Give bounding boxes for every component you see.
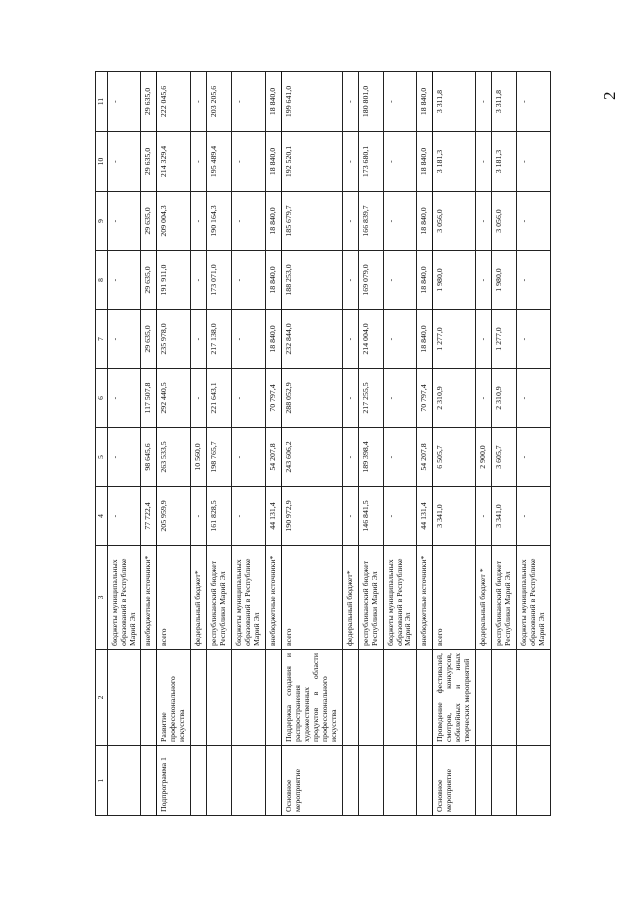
value-cell-col-9: 166 839,7: [358, 192, 383, 251]
table-row: [433, 72, 476, 816]
value-cell-col-9: 3 056,0: [492, 192, 517, 251]
value-cell-col-7: -: [232, 310, 266, 369]
table-row: [266, 72, 282, 816]
table-row: [281, 72, 342, 816]
value-cell-col-7: -: [191, 310, 207, 369]
value-cell-col-4: 44 131,4: [417, 487, 433, 546]
program-name-cell: [417, 650, 433, 746]
column-number-3: 3: [96, 546, 108, 650]
program-status-cell: [492, 746, 517, 816]
funding-source-cell: бюджеты муниципальных образований в Республике Марий Эл: [517, 546, 551, 650]
table-row: [492, 72, 517, 816]
funding-source-cell: внебюджетные источники*: [417, 546, 433, 650]
program-name-cell: [358, 650, 383, 746]
column-number-6: 6: [96, 369, 108, 428]
table-row: [207, 72, 232, 816]
value-cell-col-9: -: [232, 192, 266, 251]
value-cell-col-4: -: [476, 487, 492, 546]
program-status-cell: [358, 746, 383, 816]
value-cell-col-11: 29 635,0: [141, 72, 157, 132]
program-status-cell: Основное мероприятие: [281, 746, 342, 816]
value-cell-col-7: -: [517, 310, 551, 369]
program-status-cell: [107, 746, 141, 816]
program-status-cell: [191, 746, 207, 816]
program-status-cell: [141, 746, 157, 816]
program-status-cell: Подпрограмма 1: [157, 746, 191, 816]
value-cell-col-10: -: [383, 132, 417, 192]
value-cell-col-4: 44 131,4: [266, 487, 282, 546]
funding-source-cell: федеральный бюджет*: [342, 546, 358, 650]
value-cell-col-5: -: [383, 428, 417, 487]
value-cell-col-7: 1 277,0: [433, 310, 476, 369]
value-cell-col-8: -: [191, 251, 207, 310]
value-cell-col-8: 18 840,0: [266, 251, 282, 310]
value-cell-col-7: 29 635,0: [141, 310, 157, 369]
value-cell-col-9: -: [383, 192, 417, 251]
rotated-table-container: [95, 72, 549, 816]
value-cell-col-9: 29 635,0: [141, 192, 157, 251]
value-cell-col-8: 29 635,0: [141, 251, 157, 310]
value-cell-col-11: -: [107, 72, 141, 132]
value-cell-col-7: -: [476, 310, 492, 369]
value-cell-col-10: 195 489,4: [207, 132, 232, 192]
value-cell-col-4: -: [342, 487, 358, 546]
value-cell-col-5: 2 900,0: [476, 428, 492, 487]
program-status-cell: [342, 746, 358, 816]
program-name-cell: Проведение фестивалей, смотров, конкурсов, юбилейных и иных творческих мероприятий: [433, 650, 476, 746]
value-cell-col-7: 235 978,0: [157, 310, 191, 369]
program-name-cell: [266, 650, 282, 746]
value-cell-col-6: -: [232, 369, 266, 428]
funding-source-cell: внебюджетные источники*: [141, 546, 157, 650]
table-row: [232, 72, 266, 816]
value-cell-col-7: -: [383, 310, 417, 369]
value-cell-col-8: 1 980,0: [433, 251, 476, 310]
funding-source-cell: всего: [157, 546, 191, 650]
column-number-7: 7: [96, 310, 108, 369]
value-cell-col-9: 18 840,0: [266, 192, 282, 251]
funding-source-cell: республиканский бюджет Республики Марий Эл: [358, 546, 383, 650]
value-cell-col-7: -: [342, 310, 358, 369]
value-cell-col-7: 1 277,0: [492, 310, 517, 369]
program-status-cell: [232, 746, 266, 816]
table-row: [358, 72, 383, 816]
value-cell-col-6: 217 255,5: [358, 369, 383, 428]
column-number-2: 2: [96, 650, 108, 746]
program-name-cell: [342, 650, 358, 746]
value-cell-col-6: 2 310,9: [492, 369, 517, 428]
value-cell-col-11: 18 840,0: [417, 72, 433, 132]
value-cell-col-9: 3 056,0: [433, 192, 476, 251]
table-row: [191, 72, 207, 816]
value-cell-col-10: -: [517, 132, 551, 192]
value-cell-col-6: -: [476, 369, 492, 428]
value-cell-col-4: 161 828,5: [207, 487, 232, 546]
program-status-cell: Основное мероприятие: [433, 746, 476, 816]
value-cell-col-5: 54 207,8: [417, 428, 433, 487]
program-name-cell: [476, 650, 492, 746]
value-cell-col-6: 221 643,1: [207, 369, 232, 428]
value-cell-col-4: 3 341,0: [492, 487, 517, 546]
value-cell-col-10: 3 181,3: [433, 132, 476, 192]
value-cell-col-4: -: [517, 487, 551, 546]
table-row: [342, 72, 358, 816]
page-number: 2: [600, 91, 619, 100]
column-number-11: 11: [96, 72, 108, 132]
value-cell-col-4: -: [191, 487, 207, 546]
column-number-4: 4: [96, 487, 108, 546]
value-cell-col-4: 3 341,0: [433, 487, 476, 546]
value-cell-col-8: 173 071,0: [207, 251, 232, 310]
value-cell-col-6: 70 797,4: [266, 369, 282, 428]
value-cell-col-7: 214 004,0: [358, 310, 383, 369]
column-number-row: [96, 72, 108, 816]
funding-source-cell: внебюджетные источники*: [266, 546, 282, 650]
value-cell-col-5: 198 765,7: [207, 428, 232, 487]
value-cell-col-11: -: [232, 72, 266, 132]
funding-source-cell: республиканский бюджет Республики Марий Эл: [207, 546, 232, 650]
value-cell-col-9: 209 004,3: [157, 192, 191, 251]
program-status-cell: [476, 746, 492, 816]
column-number-1: 1: [96, 746, 108, 816]
value-cell-col-11: -: [342, 72, 358, 132]
program-status-cell: [517, 746, 551, 816]
program-name-cell: [191, 650, 207, 746]
value-cell-col-10: -: [342, 132, 358, 192]
value-cell-col-8: 191 911,0: [157, 251, 191, 310]
value-cell-col-11: -: [383, 72, 417, 132]
budget-table: [95, 71, 551, 816]
value-cell-col-5: 3 605,7: [492, 428, 517, 487]
value-cell-col-8: 1 980,0: [492, 251, 517, 310]
value-cell-col-9: 185 679,7: [281, 192, 342, 251]
value-cell-col-6: 2 310,9: [433, 369, 476, 428]
value-cell-col-9: -: [107, 192, 141, 251]
value-cell-col-5: -: [107, 428, 141, 487]
value-cell-col-11: 180 801,0: [358, 72, 383, 132]
value-cell-col-11: -: [476, 72, 492, 132]
funding-source-cell: федеральный бюджет*: [191, 546, 207, 650]
program-name-cell: [141, 650, 157, 746]
program-name-cell: [492, 650, 517, 746]
value-cell-col-9: -: [476, 192, 492, 251]
value-cell-col-10: -: [107, 132, 141, 192]
value-cell-col-9: -: [191, 192, 207, 251]
program-status-cell: [417, 746, 433, 816]
value-cell-col-11: 203 205,6: [207, 72, 232, 132]
value-cell-col-8: 18 840,0: [417, 251, 433, 310]
value-cell-col-6: -: [517, 369, 551, 428]
value-cell-col-6: -: [342, 369, 358, 428]
funding-source-cell: бюджеты муниципальных образований в Республике Марий Эл: [232, 546, 266, 650]
funding-source-cell: республиканский бюджет Республики Марий Эл: [492, 546, 517, 650]
value-cell-col-11: -: [517, 72, 551, 132]
value-cell-col-10: -: [191, 132, 207, 192]
value-cell-col-5: 98 645,6: [141, 428, 157, 487]
value-cell-col-11: 199 641,0: [281, 72, 342, 132]
value-cell-col-8: -: [232, 251, 266, 310]
value-cell-col-10: 214 329,4: [157, 132, 191, 192]
value-cell-col-10: 173 680,1: [358, 132, 383, 192]
column-number-9: 9: [96, 192, 108, 251]
value-cell-col-8: -: [342, 251, 358, 310]
value-cell-col-4: 190 972,9: [281, 487, 342, 546]
funding-source-cell: всего: [281, 546, 342, 650]
funding-source-cell: бюджеты муниципальных образований в Республике Марий Эл: [383, 546, 417, 650]
funding-source-cell: бюджеты муниципальных образований в Республике Марий Эл: [107, 546, 141, 650]
program-name-cell: [517, 650, 551, 746]
value-cell-col-10: -: [232, 132, 266, 192]
value-cell-col-6: -: [383, 369, 417, 428]
program-name-cell: [207, 650, 232, 746]
value-cell-col-4: -: [383, 487, 417, 546]
table-row: [157, 72, 191, 816]
value-cell-col-6: 288 052,9: [281, 369, 342, 428]
value-cell-col-7: 232 844,0: [281, 310, 342, 369]
value-cell-col-7: 217 138,0: [207, 310, 232, 369]
funding-source-cell: всего: [433, 546, 476, 650]
value-cell-col-4: -: [232, 487, 266, 546]
program-name-cell: Развитие профессионального искусства: [157, 650, 191, 746]
value-cell-col-8: 188 253,0: [281, 251, 342, 310]
program-status-cell: [266, 746, 282, 816]
value-cell-col-5: 54 207,8: [266, 428, 282, 487]
funding-source-cell: федеральный бюджет *: [476, 546, 492, 650]
program-name-cell: [383, 650, 417, 746]
table-row: [141, 72, 157, 816]
value-cell-col-5: -: [342, 428, 358, 487]
value-cell-col-11: 3 311,8: [492, 72, 517, 132]
value-cell-col-10: 18 840,0: [417, 132, 433, 192]
value-cell-col-5: 6 505,7: [433, 428, 476, 487]
value-cell-col-10: 29 635,0: [141, 132, 157, 192]
value-cell-col-6: 117 507,8: [141, 369, 157, 428]
value-cell-col-8: -: [107, 251, 141, 310]
table-row: [517, 72, 551, 816]
value-cell-col-10: 18 840,0: [266, 132, 282, 192]
value-cell-col-8: -: [383, 251, 417, 310]
value-cell-col-9: 190 164,3: [207, 192, 232, 251]
value-cell-col-10: 192 520,1: [281, 132, 342, 192]
value-cell-col-9: -: [517, 192, 551, 251]
column-number-5: 5: [96, 428, 108, 487]
program-name-cell: [232, 650, 266, 746]
table-row: [417, 72, 433, 816]
value-cell-col-9: -: [342, 192, 358, 251]
value-cell-col-7: 18 840,0: [266, 310, 282, 369]
value-cell-col-10: -: [476, 132, 492, 192]
program-status-cell: [207, 746, 232, 816]
value-cell-col-9: 18 840,0: [417, 192, 433, 251]
table-body: [107, 72, 550, 816]
value-cell-col-5: 263 533,5: [157, 428, 191, 487]
value-cell-col-4: 205 959,9: [157, 487, 191, 546]
value-cell-col-7: -: [107, 310, 141, 369]
value-cell-col-4: 146 841,5: [358, 487, 383, 546]
value-cell-col-8: -: [476, 251, 492, 310]
value-cell-col-8: 169 079,0: [358, 251, 383, 310]
value-cell-col-5: 243 606,2: [281, 428, 342, 487]
value-cell-col-8: -: [517, 251, 551, 310]
value-cell-col-11: -: [191, 72, 207, 132]
value-cell-col-5: 10 560,0: [191, 428, 207, 487]
value-cell-col-11: 3 311,8: [433, 72, 476, 132]
column-number-10: 10: [96, 132, 108, 192]
value-cell-col-6: 70 797,4: [417, 369, 433, 428]
value-cell-col-7: 18 840,0: [417, 310, 433, 369]
value-cell-col-5: -: [517, 428, 551, 487]
table-row: [476, 72, 492, 816]
value-cell-col-6: -: [107, 369, 141, 428]
value-cell-col-6: -: [191, 369, 207, 428]
value-cell-col-5: -: [232, 428, 266, 487]
table-row: [383, 72, 417, 816]
value-cell-col-11: 222 045,6: [157, 72, 191, 132]
value-cell-col-5: 189 398,4: [358, 428, 383, 487]
value-cell-col-10: 3 181,3: [492, 132, 517, 192]
value-cell-col-6: 292 440,5: [157, 369, 191, 428]
program-status-cell: [383, 746, 417, 816]
value-cell-col-4: -: [107, 487, 141, 546]
column-number-8: 8: [96, 251, 108, 310]
value-cell-col-11: 18 840,0: [266, 72, 282, 132]
table-row: [107, 72, 141, 816]
program-name-cell: [107, 650, 141, 746]
program-name-cell: Поддержка создания и распространения художественных продуктов в области профессионального искусства: [281, 650, 342, 746]
value-cell-col-4: 77 722,4: [141, 487, 157, 546]
